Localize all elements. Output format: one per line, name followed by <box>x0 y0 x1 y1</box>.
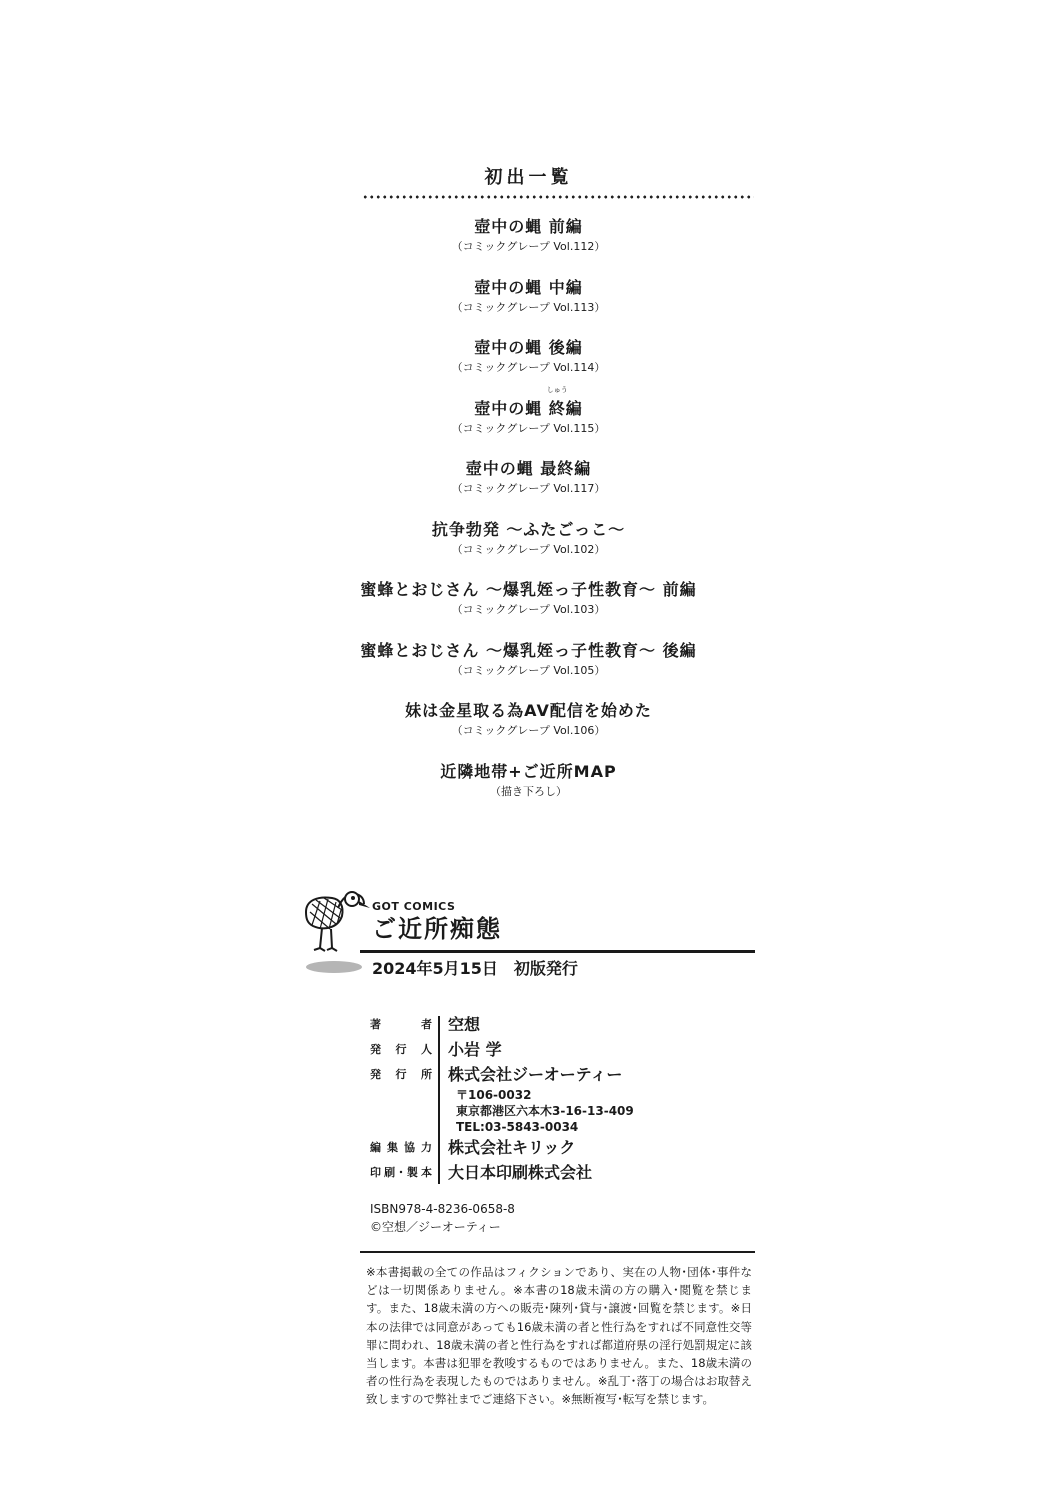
toc-item <box>0 336 1057 397</box>
series-name: GOT COMICS <box>372 900 456 913</box>
credit-row-editorial <box>370 1135 760 1160</box>
telephone: TEL:03-5843-0034 <box>456 1120 579 1134</box>
notice-rule <box>360 1251 755 1253</box>
toc-title: 壺中の蝿 後編 <box>474 338 583 357</box>
postal-code: 〒106-0032 <box>456 1088 532 1102</box>
credit-value: 大日本印刷株式会社 <box>448 1163 593 1182</box>
credit-value: 株式会社ジーオーティー <box>448 1065 623 1084</box>
credit-row-printing <box>370 1160 760 1185</box>
credit-label: 発行所 <box>370 1068 432 1081</box>
toc-title: 蜜蜂とおじさん ～爆乳姪っ子性教育～ 前編 <box>360 580 697 599</box>
credit-label: 印刷･製本 <box>370 1166 432 1179</box>
copyright: ©空想／ジーオーティー <box>370 1220 501 1234</box>
toc-source: （コミックグレープ Vol.112） <box>451 240 606 253</box>
isbn: ISBN978-4-8236-0658-8 <box>370 1202 515 1216</box>
toc-item <box>0 457 1057 518</box>
toc-source: （コミックグレープ Vol.117） <box>451 482 606 495</box>
release-date: 2024年5月15日 初版発行 <box>372 959 578 978</box>
toc-source: （描き下ろし） <box>490 784 567 798</box>
toc-source: （コミックグレープ Vol.106） <box>451 724 606 737</box>
publisher-bird-logo <box>298 884 372 976</box>
toc-title: 壺中の蝿 中編 <box>474 277 583 297</box>
credit-row-publisher <box>370 1062 760 1087</box>
address: 東京都港区六本木3-16-13-409 <box>456 1104 634 1118</box>
toc-title: 壺中の蝿 前編 <box>474 217 583 236</box>
toc-item <box>0 518 1057 579</box>
toc-item <box>0 276 1057 337</box>
toc-title-suffix: 編 <box>565 398 583 418</box>
toc-item <box>0 578 1057 639</box>
toc-title-prefix: 壺中の蝿 <box>474 398 549 418</box>
toc-item <box>0 760 1057 821</box>
credit-value: 株式会社キリック <box>448 1138 576 1157</box>
ruby-word <box>546 385 568 421</box>
toc-source: （コミックグレープ Vol.103） <box>451 603 606 616</box>
toc-title: 抗争勃発 ～ふたごっこ～ <box>431 519 626 539</box>
credit-row-author <box>370 1012 760 1037</box>
toc-title: 近隣地帯+ご近所MAP <box>440 761 617 781</box>
toc-title: 蜜蜂とおじさん ～爆乳姪っ子性教育～ 後編 <box>360 640 697 660</box>
toc-list <box>0 215 1057 820</box>
legal-notice: ※本書掲載の全ての作品はフィクションであり、実在の人物･団体･事件などは一切関係ありません。※本書の18歳未満の方の購入･閲覧を禁じます。また、18歳未満の方への販売･陳列･貸与･譲渡･回覧を禁じます。※日本の法律では同意があっても16歳未満の者と性行為をすれば不同意性交等罪に問われ、18歳未満の者と性行為をすれば都道府県の淫行処罰規定に該当します。本書は犯罪を教唆するものではありません。また、18歳未満の者の性行為を表現したものではありません。※乱丁･落丁の場合はお取替え致しますので弊社までご連絡下さい。※無断複写･転写を禁じます。 <box>366 1265 752 1407</box>
credit-value: 空想 <box>448 1015 481 1034</box>
toc-title: 妹は金星取る為AV配信を始めた <box>405 701 652 720</box>
book-title: ご近所痴態 <box>372 915 502 943</box>
credit-label: 発行人 <box>370 1043 432 1056</box>
toc-source: （コミックグレープ Vol.102） <box>451 542 606 556</box>
toc-source: （コミックグレープ Vol.105） <box>451 663 606 677</box>
toc-heading: 初出一覧 <box>484 167 573 188</box>
credits-table <box>370 1012 760 1185</box>
toc-item <box>0 215 1057 276</box>
credit-value: 小岩 学 <box>448 1040 502 1059</box>
ruby-base-char: 終 <box>548 398 566 418</box>
toc-source: （コミックグレープ Vol.113） <box>451 300 606 314</box>
title-rule <box>360 950 755 953</box>
toc-title: 壺中の蝿 最終編 <box>465 459 592 478</box>
toc-title <box>0 385 1057 421</box>
toc-item <box>0 699 1057 760</box>
toc-item <box>0 639 1057 700</box>
toc-item <box>0 385 1057 458</box>
dotted-divider <box>362 195 754 199</box>
credit-label: 著者 <box>370 1018 432 1031</box>
credit-label: 編集協力 <box>370 1141 432 1154</box>
credit-row-publisher-person <box>370 1037 760 1062</box>
toc-source: （コミックグレープ Vol.114） <box>451 361 606 374</box>
ruby-reading: しゅう <box>546 385 568 394</box>
toc-source: （コミックグレープ Vol.115） <box>451 421 606 435</box>
